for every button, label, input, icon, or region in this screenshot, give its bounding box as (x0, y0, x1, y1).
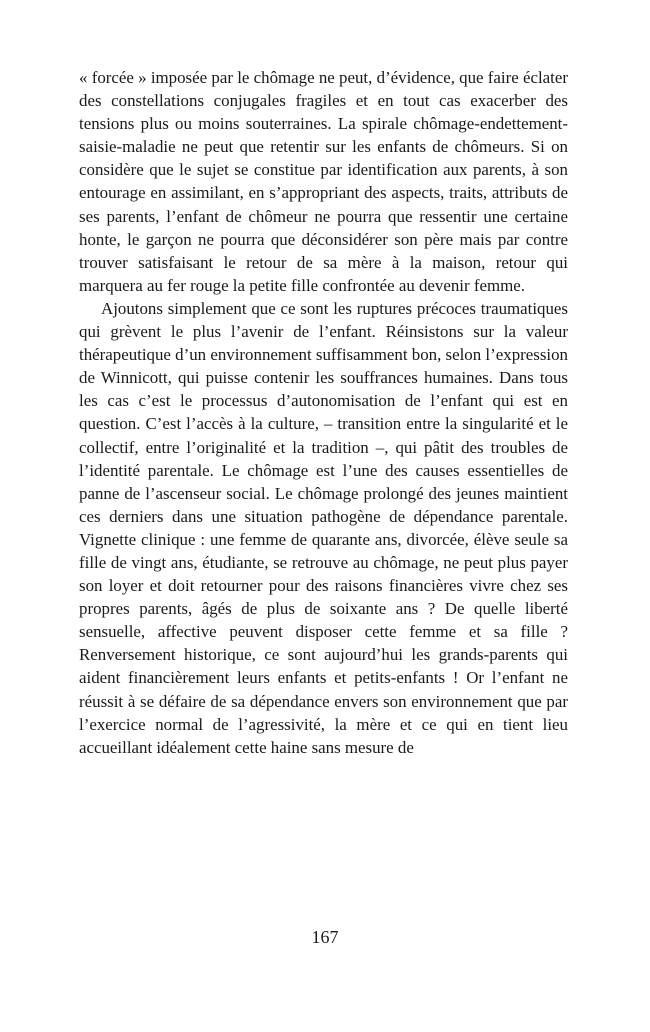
paragraph: Ajoutons simplement que ce sont les ruptures précoces traumatiques qui grèvent le plus l’avenir de l’enfant. Réinsistons sur la valeur thérapeutique d’un environnement suffisamment bon, selon l’expression de Winnicott, qui puisse contenir les souffrances humaines. Dans tous les cas c’est le processus d’autonomisation de l’enfant qui est en question. C’est l’accès à la culture, – transition entre la singularité et le collectif, entre l’originalité et la tradition –, qui pâtit des troubles de l’identité parentale. Le chômage est l’une des causes essentielles de panne de l’ascenseur social. Le chômage prolongé des jeunes maintient ces derniers dans une situation pathogène de dépendance parentale. Vignette clinique : une femme de quarante ans, divorcée, élève seule sa fille de vingt ans, étudiante, se retrouve au chômage, ne peut plus payer son loyer et doit retourner pour des raisons financières vivre chez ses propres parents, âgés de plus de soixante ans ? De quelle liberté sensuelle, affective peuvent disposer cette femme et sa fille ? Renversement historique, ce sont aujourd’hui les grands-parents qui aident financièrement leurs enfants et petits-enfants ! Or l’enfant ne réussit à se défaire de sa dépendance envers son environnement que par l’exercice normal de l’agressivité, la mère et ce qui en tient lieu accueillant idéalement cette haine sans mesure de (79, 298, 568, 757)
paragraph-continued: « forcée » imposée par le chômage ne peut, d’évidence, que faire éclater des constellations conjugales fragiles et en tout cas exacerber des tensions plus ou moins souterraines. La spirale chômage-endettement-saisie-maladie ne peut que retentir sur les enfants de chômeurs. Si on considère que le sujet se constitue par identification aux parents, à son entourage en assimilant, en s’appropriant des aspects, traits, attributs de ses parents, l’enfant de chômeur ne pourra que ressentir une certaine honte, le garçon ne pourra que déconsidérer son père mais par contre trouver satisfaisant le retour de sa mère à la maison, retour qui marquera au fer rouge la petite fille confrontée au devenir femme. (79, 68, 568, 295)
body-text (79, 66, 568, 759)
page-number: 167 (311, 927, 339, 947)
